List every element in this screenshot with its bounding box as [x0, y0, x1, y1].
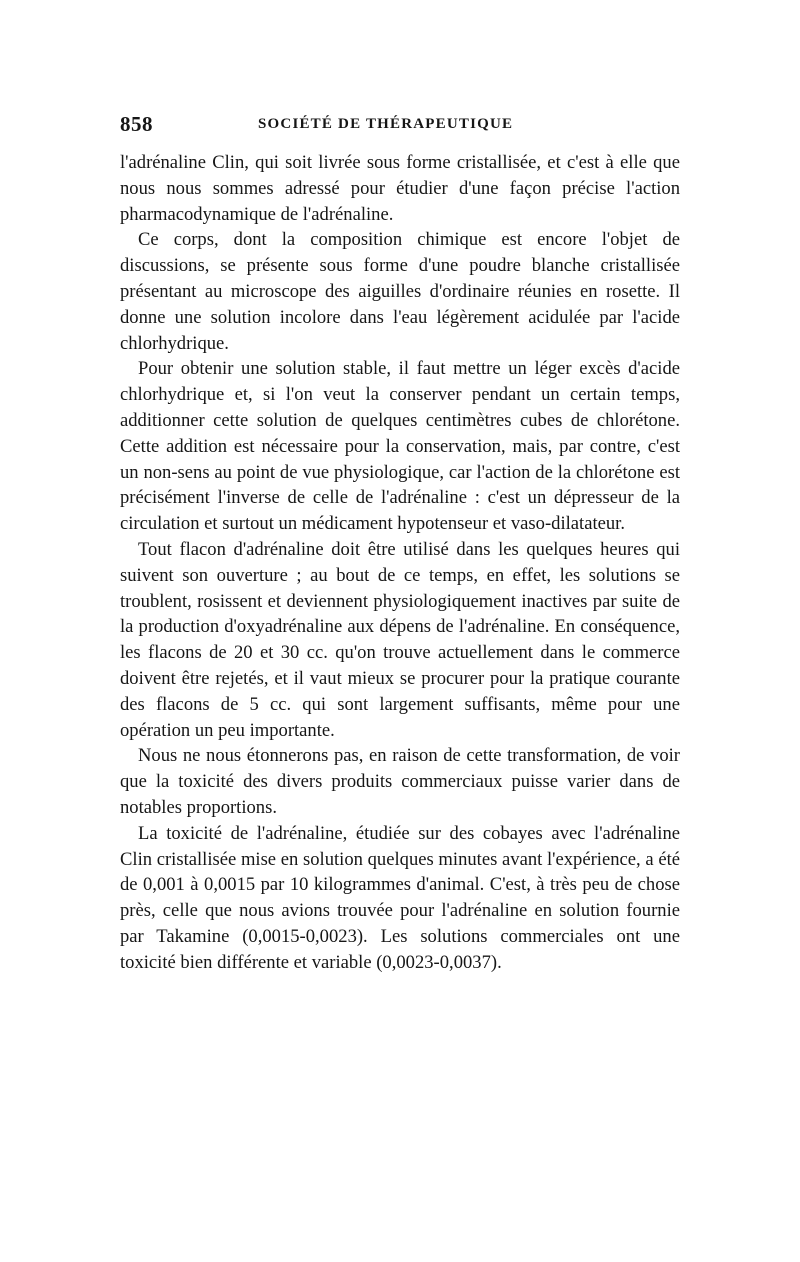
- paragraph-transformation: Nous ne nous étonnerons pas, en raison de cette transformation, de voir que la toxicité des divers produits commerciaux puisse varier dans de notables proportions.: [120, 745, 680, 818]
- running-header: [120, 112, 680, 142]
- paragraph-flacon: Tout flacon d'adrénaline doit être utilisé dans les quelques heures qui suivent son ouverture ; au bout de ce temps, en effet, les solutions se troublent, rosissent et deviennent physiologiquement inactives par suite de la production d'oxyadrénaline aux dépens de l'adrénaline. En conséquence, les flacons de 20 et 30 cc. qu'on trouve actuellement dans le commerce doivent être rejetés, et il vaut mieux se procurer pour la pratique courante des flacons de 5 cc. qui sont largement suffisants, même pour une opération un peu importante.: [120, 538, 680, 741]
- body-text: [120, 150, 680, 976]
- paragraph-solution: Pour obtenir une solution stable, il faut mettre un léger excès d'acide chlorhydrique et, si l'on veut la conserver pendant un certain temps, additionner cette solution de quelques centimètres cubes de chlorétone. Cette addition est nécessaire pour la conservation, mais, par contre, c'est un non-sens au point de vue physiologique, car l'action de la chlorétone est précisément l'inverse de celle de l'adrénaline : c'est un dépresseur de la circulation et surtout un médicament hypotenseur et vaso-dilatateur.: [120, 358, 680, 535]
- paragraph-continuation: l'adrénaline Clin, qui soit livrée sous forme cristallisée, et c'est à elle que nous nous sommes adressé pour étudier d'une façon précise l'action pharmacodynamique de l'adrénaline.: [120, 152, 680, 225]
- paragraph-composition: Ce corps, dont la composition chimique est encore l'objet de discussions, se présente sous forme d'une poudre blanche cristallisée présentant au microscope des aiguilles d'ordinaire réunies en rosette. Il donne une solution incolore dans l'eau légèrement acidulée par l'acide chlorhydrique.: [120, 229, 680, 354]
- running-title: SOCIÉTÉ DE THÉRAPEUTIQUE: [258, 116, 514, 132]
- page-number: 858: [120, 112, 153, 136]
- paragraph-toxicity: La toxicité de l'adrénaline, étudiée sur des cobayes avec l'adrénaline Clin cristallisée mise en solution quelques minutes avant l'expérience, a été de 0,001 à 0,0015 par 10 kilogrammes d'animal. C'est, à très peu de chose près, celle que nous avions trouvée pour l'adrénaline en solution fournie par Takamine (0,0015-0,0023). Les solutions commerciales ont une toxicité bien différente et variable (0,0023-0,0037).: [120, 822, 680, 973]
